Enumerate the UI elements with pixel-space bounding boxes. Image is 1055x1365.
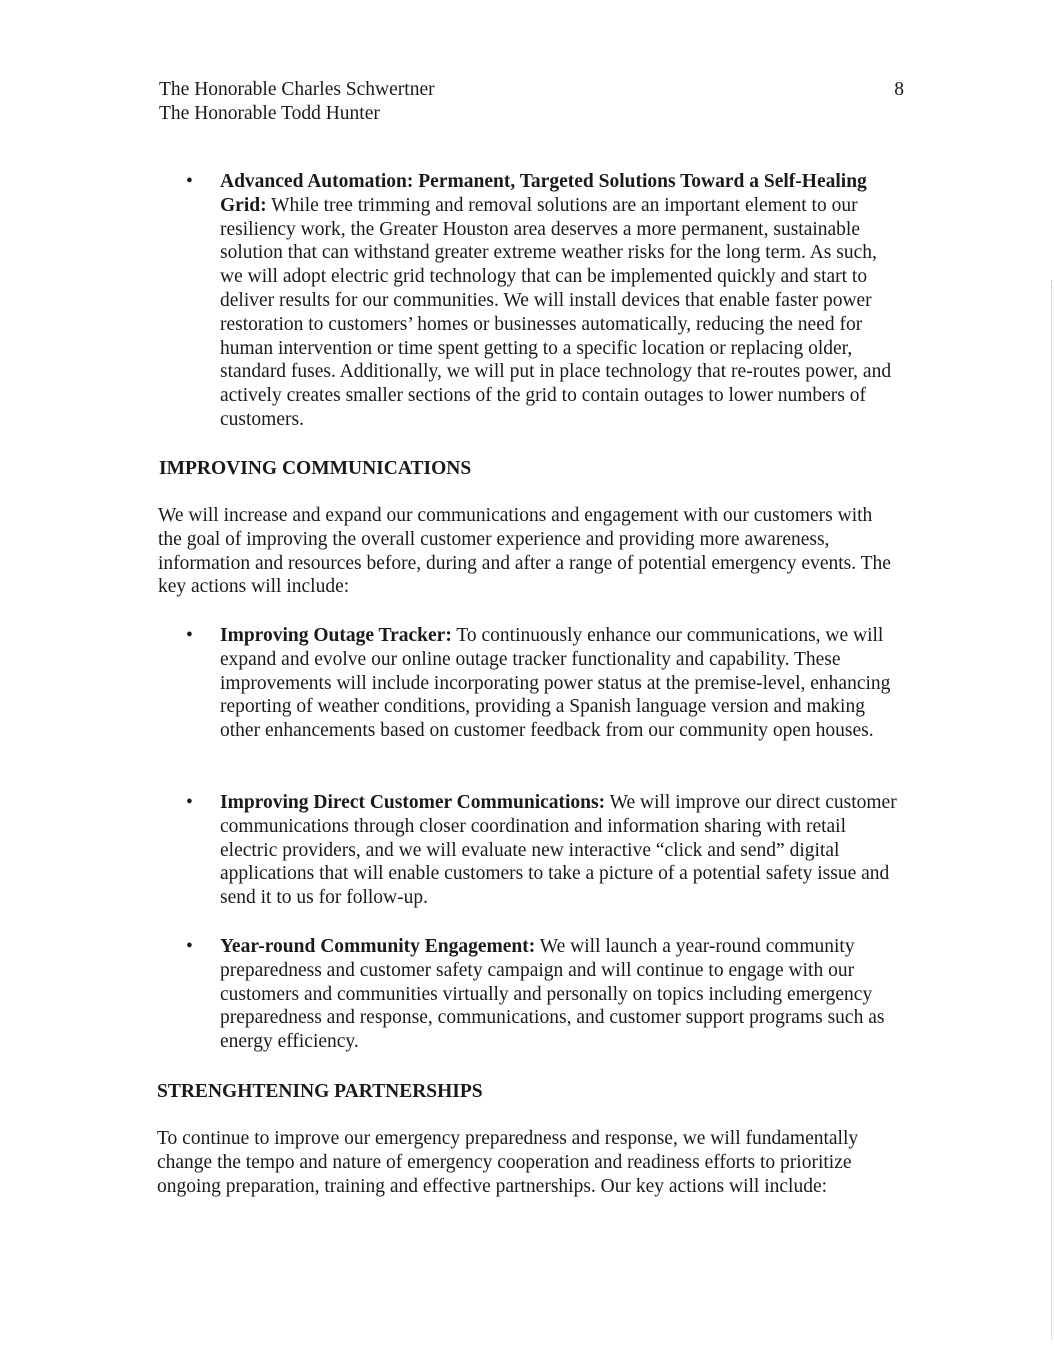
heading-strengthening-partnerships: STRENGHTENING PARTNERSHIPS (157, 1081, 483, 1102)
bullet-marker: • (186, 792, 193, 813)
communications-intro: We will increase and expand our communications and engagement with our customers with the goal of improving the overall customer experience and providing more awareness, information and resources before, during and after a range of potential emergency events. The key actions will include: (158, 505, 891, 598)
bullet-marker: • (186, 936, 193, 957)
letter-header (159, 78, 904, 126)
partnerships-intro: To continue to improve our emergency preparedness and response, we will fundamentally change the tempo and nature of emergency cooperation and readiness efforts to prioritize ongoing preparation, training and effective partnerships. Our key actions will include: (157, 1128, 859, 1197)
bullet-description: To continuously enhance our communications, we will expand and evolve our online outage tracker functionality and capability. These improvements will include incorporating power status at the premise-level, enhancing reporting of weather conditions, providing a Spanish language version and making other enhancements based on customer feedback from our community open houses. (220, 625, 891, 742)
bullet-title: Improving Outage Tracker: (220, 625, 452, 646)
bullet-body (220, 170, 900, 432)
bullet-description: While tree trimming and removal solutions are an important element to our resiliency work, the Greater Houston area deserves a more permanent, sustainable solution that can withstand greater extreme weather risks for the long term. As such, we will adopt electric grid technology that can be implemented quickly and start to deliver results for our communities. We will install devices that enable faster power restoration to customers’ homes or businesses automatically, reducing the need for human intervention or time spent getting to a specific location or replacing older, standard fuses. Additionally, we will put in place technology that re-routes power, and actively creates smaller sections of the grid to contain outages to lower numbers of customers. (220, 194, 892, 430)
bullet-body (220, 624, 905, 743)
heading-improving-communications: IMPROVING COMMUNICATIONS (159, 458, 472, 479)
bullet-marker: • (186, 625, 193, 646)
bullet-description: We will launch a year-round community preparedness and customer safety campaign and will continue to engage with our customers and communities virtually and personally on topics including emergency preparedness and response, communications, and customer support programs such as energy efficiency. (220, 936, 885, 1053)
page-number: 8 (894, 79, 904, 100)
recipient-line-1: The Honorable Charles Schwertner (159, 79, 435, 100)
scan-edge-artifact (1051, 280, 1053, 1340)
bullet-body (220, 935, 905, 1054)
bullet-description: We will improve our direct customer communications through closer coordination and information sharing with retail electric providers, and we will evaluate new interactive “click and send” digital applications that will enable customers to take a picture of a potential safety issue and send it to us for follow-up. (220, 792, 897, 909)
bullet-title: Year-round Community Engagement: (220, 936, 536, 957)
recipient-line-2: The Honorable Todd Hunter (159, 103, 380, 124)
bullet-body (220, 791, 905, 910)
bullet-marker: • (186, 171, 193, 192)
bullet-title: Advanced Automation: Permanent, Targeted Solutions Toward a Self-Healing Grid: (220, 171, 867, 216)
bullet-title: Improving Direct Customer Communications: (220, 792, 606, 813)
